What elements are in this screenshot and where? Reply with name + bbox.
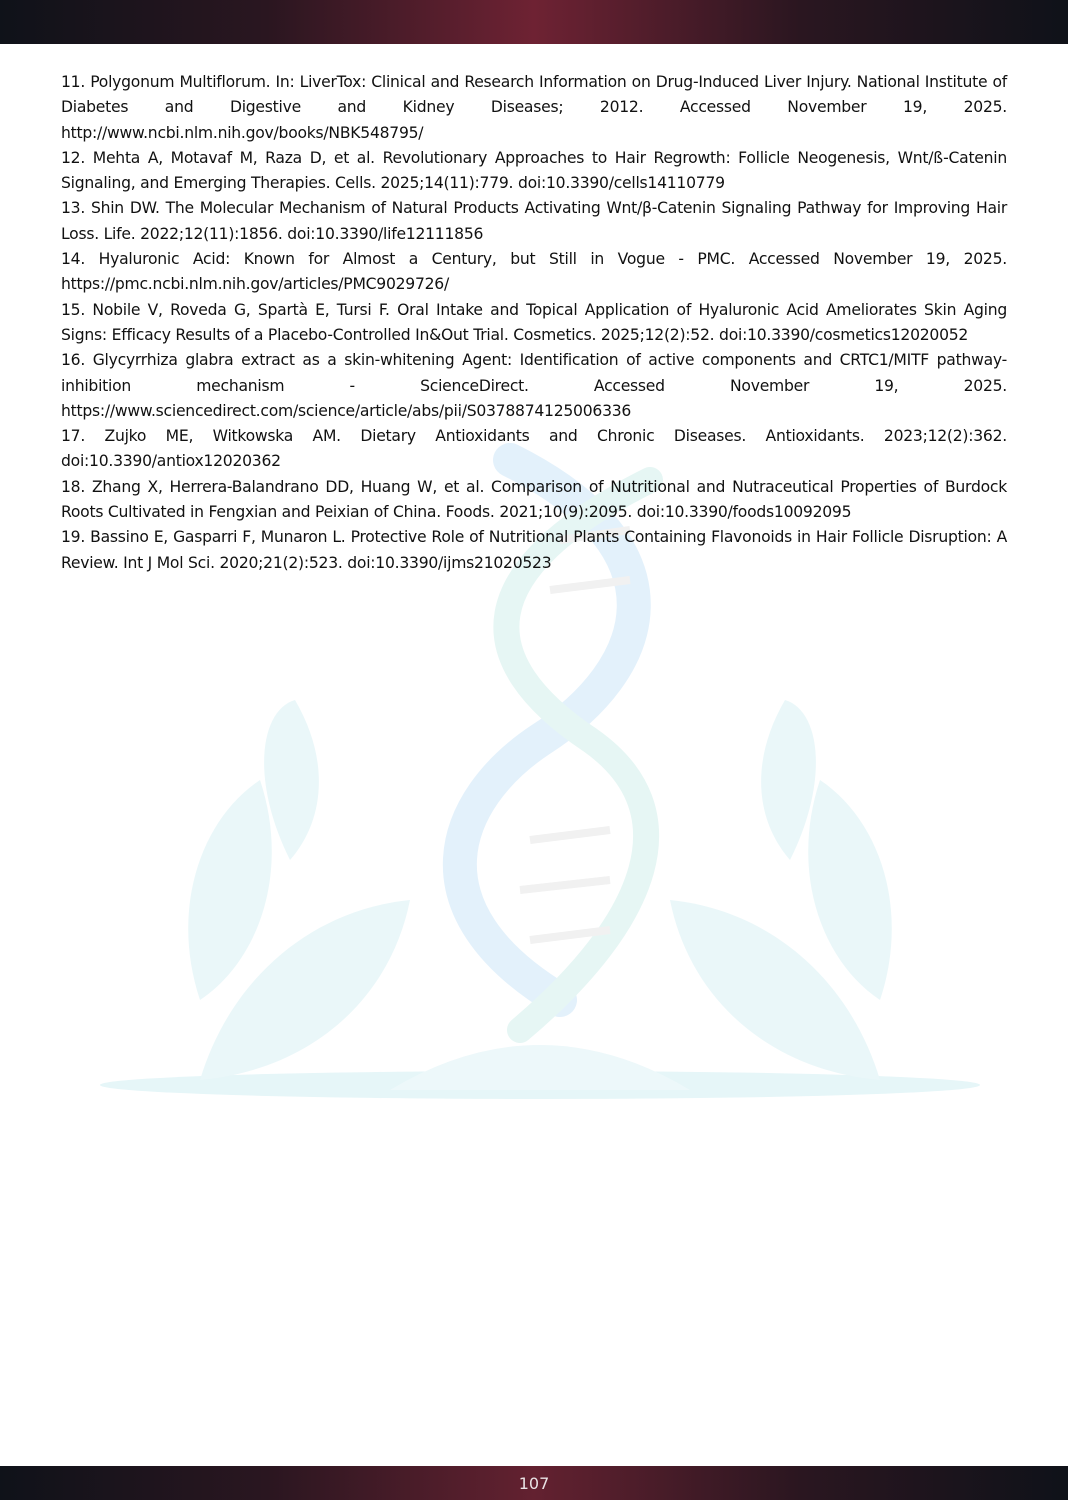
left-leaf-mid (188, 780, 272, 1000)
reference-item-11: 11. Polygonum Multiflorum. In: LiverTox: Clinical and Research Information on Drug-Induced Liver Injury. National Institute of Diabetes and Digestive and Kidney Diseases; 2012. Accessed November 19, 2025. http://www.ncbi.nlm.nih.gov/books/NBK548795/ (61, 73, 1007, 142)
reference-item-16: 16. Glycyrrhiza glabra extract as a skin-whitening Agent: Identification of active components and CRTC1/MITF pathway-inhibition mechanism - ScienceDirect. Accessed November 19, 2025. https://www.sciencedirect.com/science/article/abs/pii/S0378874125006336 (61, 351, 1007, 420)
reference-item-19: 19. Bassino E, Gasparri F, Munaron L. Protective Role of Nutritional Plants Containing Flavonoids in Hair Follicle Disruption: A Review. Int J Mol Sci. 2020;21(2):523. doi:10.3390/ijms21020523 (61, 528, 1007, 572)
left-leaf-top (264, 700, 319, 860)
reference-item-18: 18. Zhang X, Herrera-Balandrano DD, Huang W, et al. Comparison of Nutritional and Nutraceutical Properties of Burdock Roots Cultivated in Fengxian and Peixian of China. Foods. 2021;10(9):2095. doi:10.3390/foods10092095 (61, 477, 1007, 522)
header-band (0, 0, 1068, 44)
reference-item-14: 14. Hyaluronic Acid: Known for Almost a Century, but Still in Vogue - PMC. Accessed November 19, 2025. https://pmc.ncbi.nlm.nih.gov/articles/PMC9029726/ (61, 250, 1007, 294)
watermark-mound (390, 1045, 690, 1090)
reference-item-17: 17. Zujko ME, Witkowska AM. Dietary Antioxidants and Chronic Diseases. Antioxidants. 2023;12(2):362. doi:10.3390/antiox12020362 (61, 427, 1007, 471)
page-number: 107 (518, 1473, 550, 1493)
reference-item-15: 15. Nobile V, Roveda G, Spartà E, Tursi F. Oral Intake and Topical Application of Hyaluronic Acid Ameliorates Skin Aging Signs: Efficacy Results of a Placebo-Controlled In&Out Trial. Cosmetics. 2025;12(2):52. doi:10.3390/cosmetics12020052 (61, 300, 1007, 344)
reference-list (61, 70, 1007, 576)
footer-band (0, 1466, 1068, 1500)
reference-item-13: 13. Shin DW. The Molecular Mechanism of Natural Products Activating Wnt/β-Catenin Signaling Pathway for Improving Hair Loss. Life. 2022;12(11):1856. doi:10.3390/life12111856 (61, 199, 1007, 243)
reference-item-12: 12. Mehta A, Motavaf M, Raza D, et al. Revolutionary Approaches to Hair Regrowth: Follicle Neogenesis, Wnt/ß-Catenin Signaling, and Emerging Therapies. Cells. 2025;14(11):779. doi:10.3390/cells14110779 (61, 148, 1007, 193)
right-leaf-mid (808, 780, 892, 1000)
right-leaf-top (761, 700, 816, 860)
